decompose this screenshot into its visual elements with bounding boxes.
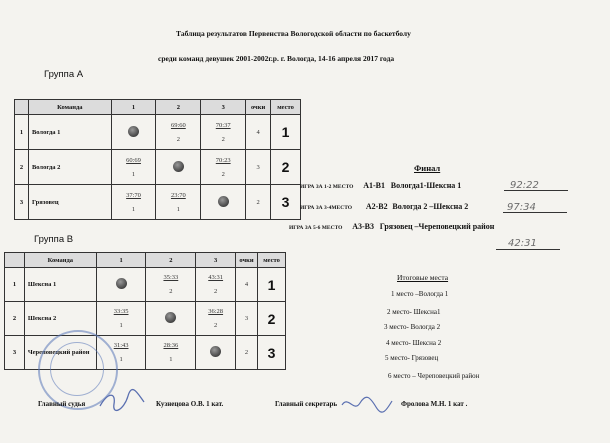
header-1: 1 [96, 253, 146, 268]
cell-diagonal [156, 150, 201, 185]
table-row [5, 302, 286, 336]
team-name: Грязовец [28, 185, 111, 220]
cell-score [111, 185, 156, 220]
header-1: 1 [111, 100, 156, 115]
dot-icon [116, 278, 127, 289]
score: 28:36 [163, 342, 179, 349]
dot-icon [128, 126, 139, 137]
game-label: ИГРА ЗА 5-6 МЕСТО [289, 225, 343, 231]
header-place: место [258, 253, 286, 268]
final-place-item: 3 место- Вологда 2 [384, 323, 441, 331]
game-points: 2 [214, 322, 218, 329]
group-a-label: Группа А [44, 69, 84, 80]
score: 70:37 [215, 121, 231, 129]
game-label: ИГРА ЗА 3-4МЕСТО [300, 205, 353, 211]
cell-score [196, 268, 236, 302]
cell-score [156, 115, 201, 150]
row-num: 3 [15, 185, 29, 220]
seal-inner-ring [50, 342, 104, 396]
cell-score [111, 150, 156, 185]
cell-diagonal [196, 336, 236, 370]
game-label: ИГРА ЗА 1-2 МЕСТО [300, 184, 354, 190]
cell-diagonal [111, 115, 156, 150]
game-points: 2 [214, 288, 218, 295]
score-line-2 [503, 197, 567, 213]
cell-diagonal [96, 268, 146, 302]
game-points: 1 [169, 356, 173, 363]
game-teams: Грязовец –Череповецкий район [379, 222, 495, 231]
judge-name: Кузнецова О.В. 1 кат. [156, 400, 224, 408]
total-points: 3 [236, 302, 258, 336]
group-a-header-row [15, 100, 301, 115]
score: 70:23 [215, 156, 231, 164]
game-pair: А3-В3 [352, 222, 374, 231]
final-heading: Финал [414, 163, 441, 173]
row-num: 2 [5, 302, 25, 336]
game-points: 1 [119, 322, 123, 329]
group-b-label: Группа В [34, 234, 74, 245]
score: 23:70 [170, 191, 186, 199]
score: 35:33 [163, 274, 179, 281]
secretary-signature [340, 393, 394, 417]
dot-icon [210, 346, 221, 357]
table-row [5, 268, 286, 302]
game-points: 2 [221, 170, 225, 178]
game-points: 2 [176, 135, 180, 143]
handwritten-score: 97:34 [507, 202, 536, 213]
row-num: 3 [5, 336, 25, 370]
cell-score [196, 302, 236, 336]
final-game-3 [289, 222, 494, 231]
score: 43:31 [208, 274, 224, 281]
score: 33:35 [113, 308, 129, 315]
cell-score [146, 336, 196, 370]
total-points: 4 [236, 268, 258, 302]
team-name: Вологда 2 [28, 150, 111, 185]
row-num: 1 [5, 268, 25, 302]
header-3: 3 [196, 253, 236, 268]
header-team: Команда [28, 100, 111, 115]
cell-score [201, 115, 246, 150]
score: 60:69 [126, 156, 141, 164]
handwritten-score: 42:31 [508, 238, 537, 249]
total-points: 3 [246, 150, 271, 185]
judge-title: Главный судья [38, 400, 86, 408]
header-2: 2 [146, 253, 196, 268]
score: 69:60 [170, 121, 186, 129]
final-game-2 [300, 202, 468, 211]
game-points: 1 [119, 356, 123, 363]
place-value: 3 [258, 336, 286, 370]
team-name: Вологда 1 [28, 115, 111, 150]
team-name: Шексна 2 [24, 302, 96, 336]
final-game-1 [300, 181, 461, 190]
title-line-2: среди команд девушек 2001-2002г.р. г. Вологда, 14-16 апреля 2017 года [158, 54, 395, 63]
total-points: 4 [246, 115, 271, 150]
team-name: Шексна 1 [24, 268, 96, 302]
game-teams: Вологда1-Шексна 1 [390, 181, 462, 190]
cell-score [156, 185, 201, 220]
game-points: 1 [131, 205, 136, 213]
cell-diagonal [201, 185, 246, 220]
game-points: 2 [169, 288, 173, 295]
game-pair: А2-В2 [365, 202, 388, 211]
group-b-header-row [5, 253, 286, 268]
header-points: очки [236, 253, 258, 268]
final-place-item: 1 место –Вологда 1 [391, 290, 449, 298]
place-value: 2 [271, 150, 301, 185]
header-points: очки [246, 100, 271, 115]
place-value: 1 [258, 268, 286, 302]
cell-diagonal [146, 302, 196, 336]
final-place-item: 6 место – Череповецкий район [388, 372, 480, 380]
group-a-table [14, 99, 301, 220]
place-value: 1 [271, 115, 301, 150]
place-value: 2 [258, 302, 286, 336]
total-points: 2 [246, 185, 271, 220]
header-team: Команда [24, 253, 96, 268]
game-points: 1 [131, 170, 136, 178]
game-teams: Вологда 2 –Шексна 2 [392, 202, 469, 211]
secretary-title: Главный секретарь [275, 400, 338, 408]
final-place-item: 5 место- Грязовец [385, 354, 439, 362]
final-places-heading: Итоговые места [397, 273, 449, 282]
dot-icon [218, 196, 229, 207]
header-place: место [271, 100, 301, 115]
cell-score [146, 268, 196, 302]
game-points: 1 [176, 205, 180, 213]
place-value: 3 [271, 185, 301, 220]
table-row [15, 185, 301, 220]
final-place-item: 2 место- Шексна1 [387, 308, 441, 316]
dot-icon [165, 312, 176, 323]
cell-score [96, 302, 146, 336]
score: 36:28 [208, 308, 224, 315]
judge-signature [98, 388, 146, 414]
table-row [15, 150, 301, 185]
game-pair: А1-В1 [363, 181, 385, 190]
total-points: 2 [236, 336, 258, 370]
game-points: 2 [221, 135, 225, 143]
secretary-name: Фролова М.Н. 1 кат . [401, 400, 468, 408]
final-place-item: 4 место- Шексна 2 [386, 339, 442, 347]
title-line-1: Таблица результатов Первенства Вологодской области по баскетболу [176, 29, 411, 38]
header-3: 3 [201, 100, 246, 115]
row-num: 1 [15, 115, 29, 150]
score-line-3 [496, 233, 560, 250]
header-2: 2 [156, 100, 201, 115]
handwritten-score: 92:22 [510, 180, 539, 191]
table-row [15, 115, 301, 150]
dot-icon [173, 161, 184, 172]
team-name: Череповецкий район [24, 336, 96, 370]
cell-score [201, 150, 246, 185]
row-num: 2 [15, 150, 29, 185]
score: 31:43 [113, 342, 129, 349]
score-line-1 [504, 175, 568, 191]
score: 37:70 [126, 191, 141, 199]
